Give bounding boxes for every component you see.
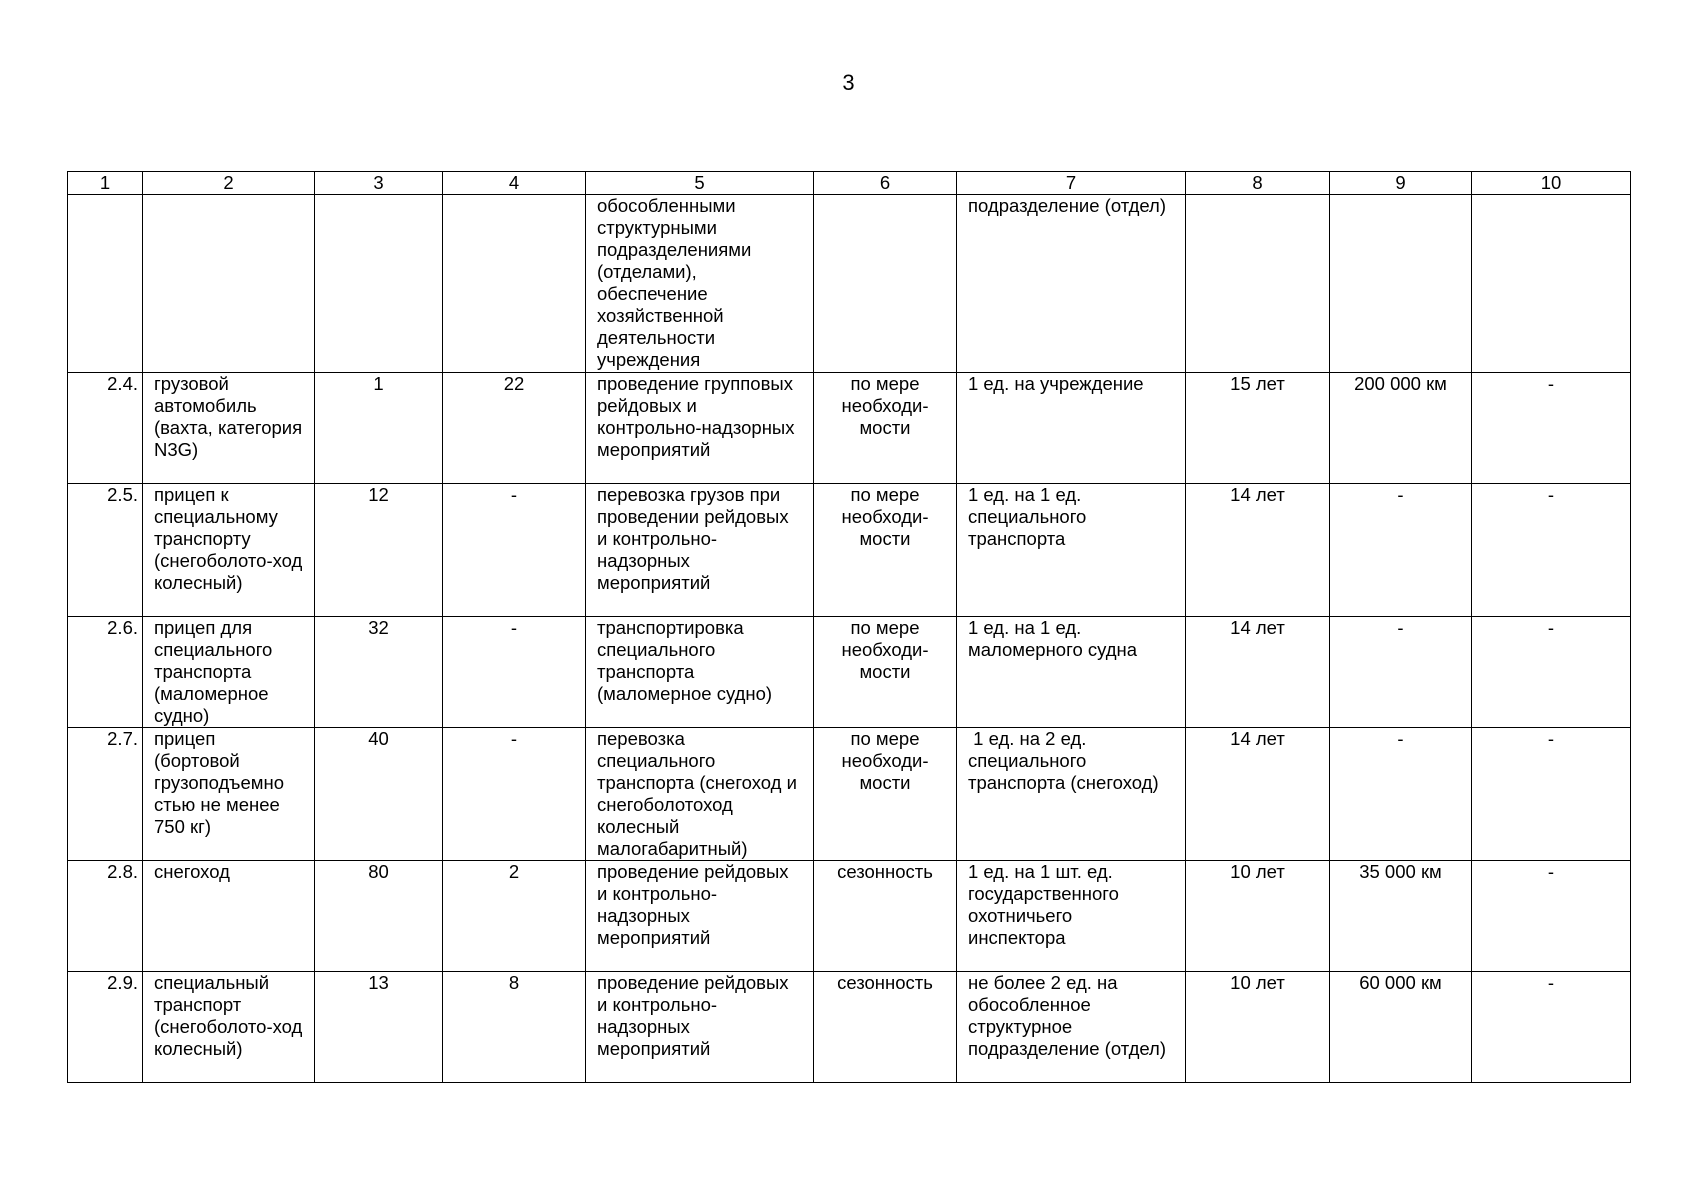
col3-cell: 12 bbox=[315, 484, 443, 617]
table-row bbox=[68, 728, 1631, 861]
col10-cell: - bbox=[1472, 617, 1631, 728]
vehicle-type-cell bbox=[143, 195, 315, 373]
row-number-cell: 2.9. bbox=[68, 972, 143, 1083]
service-life-cell bbox=[1186, 195, 1330, 373]
mileage-cell bbox=[1330, 195, 1472, 373]
col4-cell: - bbox=[443, 728, 586, 861]
header-cell: 6 bbox=[814, 172, 957, 195]
col3-cell: 80 bbox=[315, 861, 443, 972]
frequency-cell: по мере необходи-мости bbox=[814, 484, 957, 617]
mileage-cell: - bbox=[1330, 617, 1472, 728]
norm-cell: 1 ед. на 1 ед. маломерного судна bbox=[957, 617, 1186, 728]
header-cell: 8 bbox=[1186, 172, 1330, 195]
header-cell: 2 bbox=[143, 172, 315, 195]
header-cell: 3 bbox=[315, 172, 443, 195]
norm-cell: не более 2 ед. на обособленное структурное подразделение (отдел) bbox=[957, 972, 1186, 1083]
mileage-cell: 35 000 км bbox=[1330, 861, 1472, 972]
page-number: 3 bbox=[842, 70, 855, 95]
col3-cell: 40 bbox=[315, 728, 443, 861]
service-life-cell: 14 лет bbox=[1186, 484, 1330, 617]
purpose-cell: перевозка специального транспорта (снегоход и снегоболотоход колесный малогабаритный) bbox=[586, 728, 814, 861]
purpose-cell: проведение рейдовых и контрольно-надзорных мероприятий bbox=[586, 861, 814, 972]
row-number-cell: 2.8. bbox=[68, 861, 143, 972]
vehicle-type-cell: специальный транспорт (снегоболото-ход колесный) bbox=[143, 972, 315, 1083]
vehicle-type-cell: прицеп (бортовой грузоподъемно стью не менее 750 кг) bbox=[143, 728, 315, 861]
service-life-cell: 14 лет bbox=[1186, 728, 1330, 861]
header-cell: 7 bbox=[957, 172, 1186, 195]
col4-cell: 2 bbox=[443, 861, 586, 972]
row-number-cell bbox=[68, 195, 143, 373]
norm-cell: 1 ед. на 2 ед. специального транспорта (снегоход) bbox=[957, 728, 1186, 861]
frequency-cell: сезонность bbox=[814, 972, 957, 1083]
norm-cell: подразделение (отдел) bbox=[957, 195, 1186, 373]
col10-cell bbox=[1472, 195, 1631, 373]
purpose-cell: перевозка грузов при проведении рейдовых и контрольно-надзорных мероприятий bbox=[586, 484, 814, 617]
col10-cell: - bbox=[1472, 484, 1631, 617]
table-row bbox=[68, 373, 1631, 484]
service-life-cell: 10 лет bbox=[1186, 861, 1330, 972]
col4-cell: - bbox=[443, 617, 586, 728]
norm-cell: 1 ед. на 1 ед. специального транспорта bbox=[957, 484, 1186, 617]
row-number-cell: 2.6. bbox=[68, 617, 143, 728]
vehicle-type-cell: грузовой автомобиль (вахта, категория N3G) bbox=[143, 373, 315, 484]
header-cell: 5 bbox=[586, 172, 814, 195]
frequency-cell: по мере необходи-мости bbox=[814, 728, 957, 861]
table-row bbox=[68, 195, 1631, 373]
mileage-cell: - bbox=[1330, 484, 1472, 617]
table-row bbox=[68, 617, 1631, 728]
col3-cell: 13 bbox=[315, 972, 443, 1083]
purpose-cell: проведение рейдовых и контрольно-надзорных мероприятий bbox=[586, 972, 814, 1083]
header-cell: 4 bbox=[443, 172, 586, 195]
frequency-cell bbox=[814, 195, 957, 373]
service-life-cell: 14 лет bbox=[1186, 617, 1330, 728]
vehicle-type-cell: прицеп для специального транспорта (маломерное судно) bbox=[143, 617, 315, 728]
mileage-cell: 200 000 км bbox=[1330, 373, 1472, 484]
col3-cell: 1 bbox=[315, 373, 443, 484]
col10-cell: - bbox=[1472, 373, 1631, 484]
table-row bbox=[68, 972, 1631, 1083]
purpose-cell: обособленными структурными подразделениями (отделами), обеспечение хозяйственной деятельности учреждения bbox=[586, 195, 814, 373]
table-header-row bbox=[68, 172, 1631, 195]
col10-cell: - bbox=[1472, 972, 1631, 1083]
row-number-cell: 2.5. bbox=[68, 484, 143, 617]
frequency-cell: по мере необходи-мости bbox=[814, 617, 957, 728]
col4-cell: - bbox=[443, 484, 586, 617]
col4-cell bbox=[443, 195, 586, 373]
col3-cell bbox=[315, 195, 443, 373]
col10-cell: - bbox=[1472, 728, 1631, 861]
norm-cell: 1 ед. на учреждение bbox=[957, 373, 1186, 484]
vehicle-type-cell: прицеп к специальному транспорту (снегоболото-ход колесный) bbox=[143, 484, 315, 617]
col4-cell: 22 bbox=[443, 373, 586, 484]
col10-cell: - bbox=[1472, 861, 1631, 972]
header-cell: 10 bbox=[1472, 172, 1631, 195]
row-number-cell: 2.4. bbox=[68, 373, 143, 484]
service-life-cell: 15 лет bbox=[1186, 373, 1330, 484]
mileage-cell: 60 000 км bbox=[1330, 972, 1472, 1083]
frequency-cell: сезонность bbox=[814, 861, 957, 972]
header-cell: 1 bbox=[68, 172, 143, 195]
purpose-cell: транспортировка специального транспорта (маломерное судно) bbox=[586, 617, 814, 728]
vehicle-type-cell: снегоход bbox=[143, 861, 315, 972]
frequency-cell: по мере необходи-мости bbox=[814, 373, 957, 484]
table-row bbox=[68, 484, 1631, 617]
col4-cell: 8 bbox=[443, 972, 586, 1083]
service-life-cell: 10 лет bbox=[1186, 972, 1330, 1083]
col3-cell: 32 bbox=[315, 617, 443, 728]
header-cell: 9 bbox=[1330, 172, 1472, 195]
vehicle-norms-table bbox=[67, 171, 1631, 1083]
mileage-cell: - bbox=[1330, 728, 1472, 861]
table-row bbox=[68, 861, 1631, 972]
purpose-cell: проведение групповых рейдовых и контрольно-надзорных мероприятий bbox=[586, 373, 814, 484]
row-number-cell: 2.7. bbox=[68, 728, 143, 861]
norm-cell: 1 ед. на 1 шт. ед. государственного охотничьего инспектора bbox=[957, 861, 1186, 972]
